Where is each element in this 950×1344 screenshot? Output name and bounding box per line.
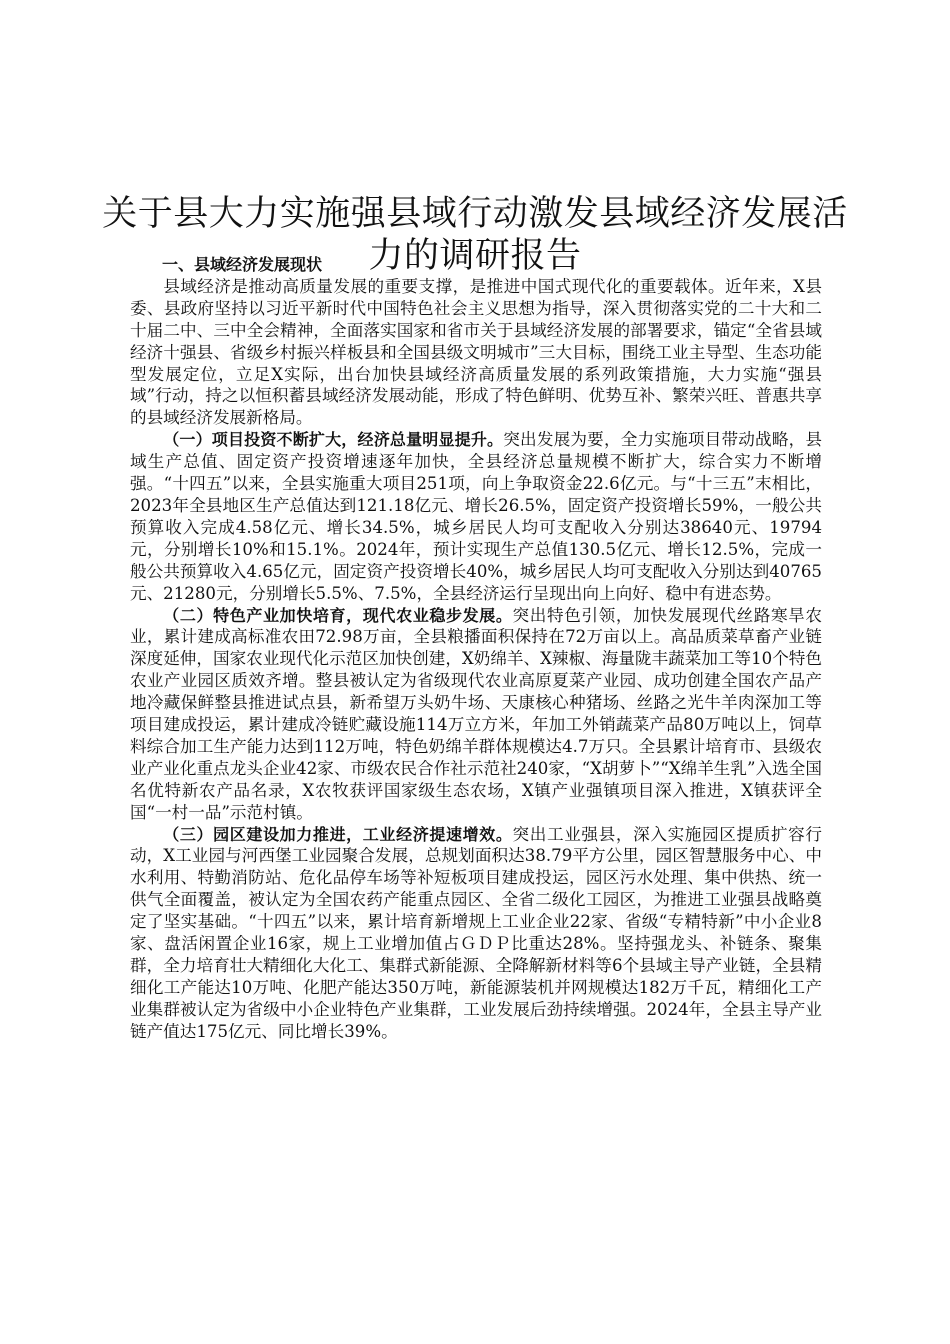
document-title: 关于县大力实施强县域行动激发县域经济发展活力的调研报告	[102, 194, 848, 277]
paragraph-industrial-park	[130, 824, 822, 1043]
paragraph-project-investment	[130, 429, 822, 604]
paragraph-characteristic-industry	[130, 605, 822, 824]
intro-paragraph: 县域经济是推动高质量发展的重要支撑，是推进中国式现代化的重要载体。近年来，X县委、县政府坚持以习近平新时代中国特色社会主义思想为指导，深入贯彻落实党的二十大和二十届二中、三中全会精神，全面落实国家和省市关于县域经济发展的部署要求，锚定“全省县域经济十强县、省级乡村振兴样板县和全国县级文明城市”三大目标，围绕工业主导型、生态功能型发展定位，立足X实际，出台加快县域经济高质量发展的系列政策措施，大力实施“强县域”行动，持之以恒积蓄县域经济发展动能，形成了特色鲜明、优势互补、繁荣兴旺、普惠共享的县域经济发展新格局。	[130, 276, 822, 428]
paragraph-lead: （三）园区建设加力推进，工业经济提速增效。	[163, 824, 513, 844]
paragraph-lead: （一）项目投资不断扩大，经济总量明显提升。	[163, 430, 504, 450]
paragraph-text: 突出特色引领，加快发展现代丝路寒旱农业，累计建成高标准农田72.98万亩，全县粮播面积保持在72万亩以上。高品质菜草畜产业链深度延伸，国家农业现代化示范区加快创建，X奶绵羊、X辣椒、海量陇丰蔬菜加工等10个特色农业产业园区质效齐增。整县被认定为省级现代农业高原夏菜产业园、成功创建全国农产品产地冷藏保鲜整县推进试点县，新希望万头奶牛场、天康核心种猪场、丝路之光牛羊肉深加工等项目建成投运，累计建成冷链贮藏设施114万立方米，年加工外销蔬菜产品80万吨以上，饲草料综合加工生产能力达到112万吨，特色奶绵羊群体规模达4.7万只。全县累计培育市、县级农业产业化重点龙头企业42家、市级农民合作社示范社240家，“X胡萝卜”“X绵羊生乳”入选全国名优特新农产品名录，X农牧获评国家级生态农场，X镇产业强镇项目深入推进，X镇获评全国“一村一品”示范村镇。	[130, 605, 822, 822]
section-heading: 一、县域经济发展现状	[162, 255, 323, 274]
document-body	[130, 254, 822, 1043]
paragraph-text: 突出工业强县，深入实施园区提质扩容行动，X工业园与河西堡工业园聚合发展，总规划面积达38.79平方公里，园区智慧服务中心、中水利用、特勤消防站、危化品停车场等补短板项目建成投运，园区污水处理、集中供热、统一供气全面覆盖，被认定为全国农药产能重点园区、全省二级化工园区，为推进工业强县战略奠定了坚实基础。“十四五”以来，累计培育新增规上工业企业22家、省级“专精特新”中小企业8家、盘活闲置企业16家，规上工业增加值占ＧＤＰ比重达28%。坚持强龙头、补链条、聚集群，全力培育壮大精细化大化工、集群式新能源、全降解新材料等6个县域主导产业链，全县精细化工产能达10万吨、化肥产能达350万吨，新能源装机并网规模达182万千瓦，精细化工产业集群被认定为省级中小企业特色产业集群，工业发展后劲持续增强。2024年，全县主导产业链产值达175亿元、同比增长39%。	[130, 824, 822, 1041]
paragraph-text: 突出发展为要，全力实施项目带动战略，县域生产总值、固定资产投资增速逐年加快，全县经济总量规模不断扩大，综合实力不断增强。“十四五”以来，全县实施重大项目251项，向上争取资金22.6亿元。与“十三五”末相比，2023年全县地区生产总值达到121.18亿元、增长26.5%，固定资产投资增长59%，一般公共预算收入完成4.58亿元、增长34.5%，城乡居民人均可支配收入分别达38640元、19794元，分别增长10%和15.1%。2024年，预计实现生产总值130.5亿元、增长12.5%，完成一般公共预算收入4.65亿元，固定资产投资增长40%，城乡居民人均可支配收入分别达到40765元、21280元，分别增长5.5%、7.5%，全县经济运行呈现出向上向好、稳中有进态势。	[130, 430, 822, 603]
paragraph-lead: （二）特色产业加快培育，现代农业稳步发展。	[163, 605, 513, 625]
